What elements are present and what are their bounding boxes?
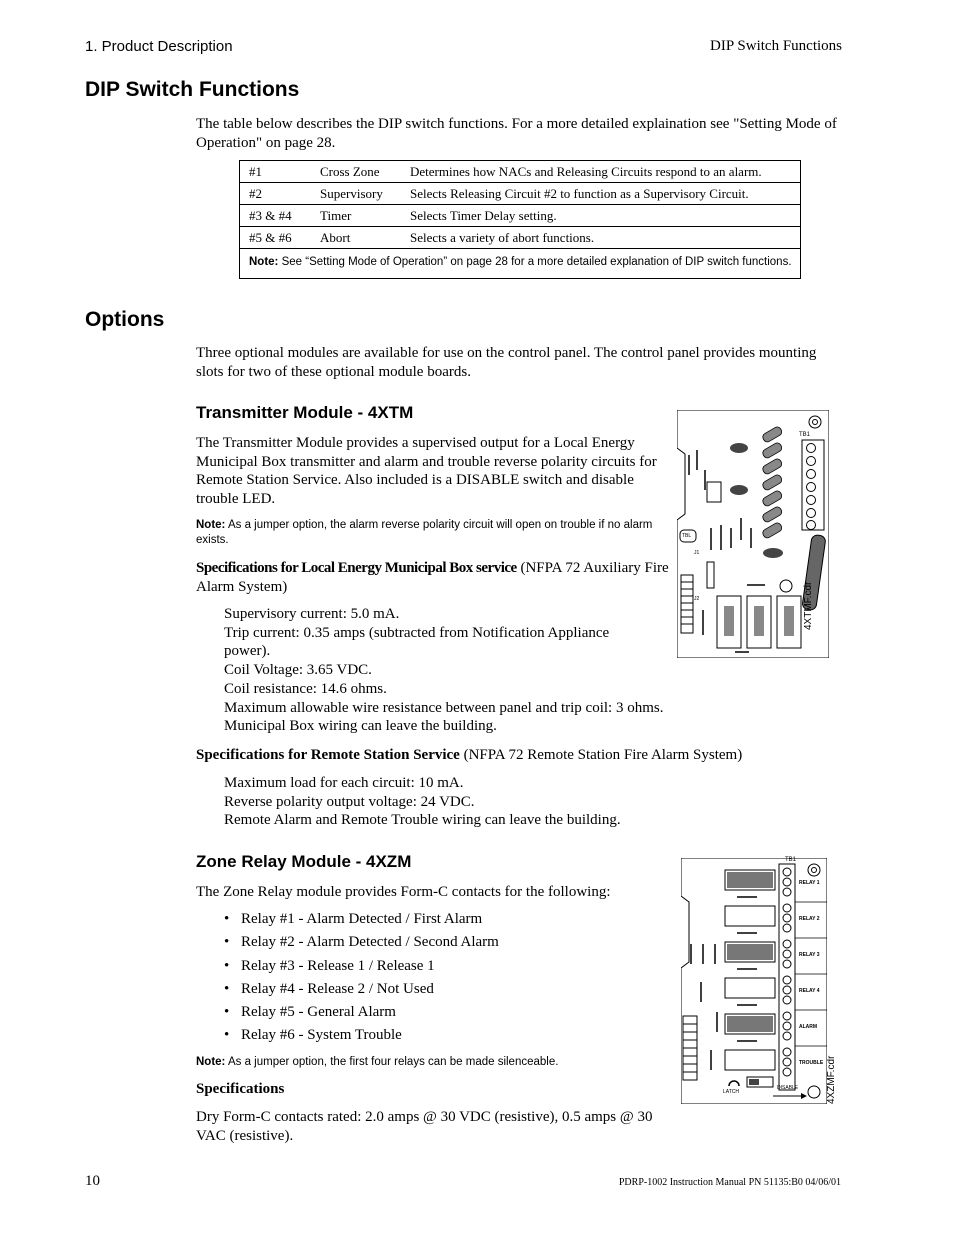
spec-remote-station-title: [196, 746, 836, 765]
dip-heading: DIP Switch Functions: [85, 78, 300, 101]
spec-remote-station-list: [224, 774, 724, 830]
dip-num: #1: [249, 163, 262, 179]
note-label: Note:: [249, 256, 279, 268]
list-item: Municipal Box wiring can leave the building.: [224, 718, 497, 735]
spec-local-energy-title: [196, 559, 676, 596]
dip-note: [240, 249, 800, 279]
dip-num: #3 & #4: [240, 205, 311, 227]
relay-shade: [784, 606, 794, 636]
tbl-label: TBL: [682, 533, 692, 539]
zone-relay-heading: Zone Relay Module - 4XZM: [196, 852, 412, 871]
relay-label: RELAY 2: [799, 916, 820, 922]
options-intro: Three optional modules are available for use on the control panel. The control panel provides mounting slots for two of these optional module boards.: [196, 345, 817, 380]
table-row: [240, 183, 800, 205]
tb1-label: TB1: [785, 857, 797, 863]
transmitter-note: [196, 518, 666, 548]
relay-label: TROUBLE: [799, 1060, 824, 1066]
j2-label: J2: [694, 596, 700, 602]
dip-name: Timer: [311, 205, 401, 227]
latch-label: LATCH: [723, 1089, 740, 1095]
note-text: See “Setting Mode of Operation” on page 28 for a more detailed explanation of DIP switch functions.: [278, 256, 792, 268]
list-item: Maximum allowable wire resistance between panel and trip coil: 3 ohms.: [224, 699, 664, 716]
dip-desc: Selects Timer Delay setting.: [401, 205, 800, 227]
dip-desc: Selects a variety of abort functions.: [401, 227, 800, 249]
zone-relay-spec-heading: [196, 1080, 284, 1099]
list-item: Coil resistance: 14.6 ohms.: [224, 680, 387, 697]
dip-num: #5 & #6: [240, 227, 311, 249]
dip-name: Supervisory: [311, 183, 401, 205]
options-heading: Options: [85, 308, 165, 331]
zone-relay-board-drawing: [681, 858, 827, 1104]
zone-relay-intro: The Zone Relay module provides Form-C contacts for the following:: [196, 884, 611, 900]
dip-name: Abort: [311, 227, 401, 249]
transmitter-figure-caption: 4XTMF.cdr: [803, 581, 814, 630]
header-section: 1. Product Description: [85, 38, 233, 55]
note-label: Note:: [196, 519, 226, 531]
list-item: power).: [224, 643, 271, 660]
relay-label: ALARM: [799, 1024, 818, 1030]
list-item: • Relay #3 - Release 1 / Release 1: [224, 955, 664, 978]
spec-local-energy-list: [224, 605, 694, 736]
relay-label: RELAY 4: [799, 988, 820, 994]
ic-chip: [707, 482, 721, 502]
relay-list: [224, 908, 664, 1048]
list-item: Maximum load for each circuit: 10 mA.: [224, 775, 464, 791]
dip-name: Cross Zone: [320, 163, 380, 179]
tb1-label: TB1: [799, 432, 811, 438]
list-item: • Relay #5 - General Alarm: [224, 1001, 664, 1024]
note-text: As a jumper option, the first four relays can be made silenceable.: [225, 1056, 559, 1068]
footer-doc-id: PDRP-1002 Instruction Manual PN 51135:B0 04/06/01: [618, 1177, 841, 1188]
dip-num: #2: [240, 183, 311, 205]
spec-rest: (NFPA 72 Remote Station Fire Alarm System): [459, 747, 743, 763]
spec-heading: Specifications: [196, 1081, 285, 1097]
list-item: Reverse polarity output voltage: 24 VDC.: [224, 793, 475, 810]
note-text: As a jumper option, the alarm reverse polarity circuit will open on trouble if no alarm exists.: [196, 519, 653, 546]
transmitter-heading: Transmitter Module - 4XTM: [196, 403, 414, 422]
list-item: • Relay #2 - Alarm Detected / Second Alarm: [224, 931, 664, 954]
zone-relay-spec-text: Dry Form-C contacts rated: 2.0 amps @ 30 VDC (resistive), 0.5 amps @ 30 VAC (resistive).: [196, 1109, 653, 1144]
relay-label: RELAY 3: [799, 952, 820, 958]
dip-desc: Determines how NACs and Releasing Circuits respond to an alarm.: [410, 163, 762, 179]
list-item: • Relay #4 - Release 2 / Not Used: [224, 978, 664, 1001]
relay-shade: [724, 606, 734, 636]
zone-relay-note: [196, 1055, 666, 1070]
list-item: Remote Alarm and Remote Trouble wiring can leave the building.: [224, 812, 621, 829]
spec-rest: (NFPA 72 Auxiliary Fire Alarm System): [196, 560, 669, 595]
page-number: 10: [85, 1173, 100, 1189]
table-row: [240, 161, 800, 183]
list-item: Supervisory current: 5.0 mA.: [224, 606, 400, 622]
list-item: • Relay #6 - System Trouble: [224, 1024, 664, 1047]
spec-bold: Specifications for Remote Station Service: [196, 747, 460, 763]
dip-desc: Selects Releasing Circuit #2 to function as a Supervisory Circuit.: [401, 183, 800, 205]
table-row: [240, 227, 800, 249]
zone-relay-figure-caption: 4XZMF.cdr: [826, 1055, 837, 1104]
header-title: DIP Switch Functions: [710, 38, 842, 54]
table-row: [240, 205, 800, 227]
relay-label: RELAY 1: [799, 880, 820, 886]
disable-label: DISABLE: [777, 1085, 799, 1091]
j1-label: J1: [694, 550, 700, 556]
list-item: • Relay #1 - Alarm Detected / First Alarm: [224, 908, 664, 931]
transmitter-body: The Transmitter Module provides a supervised output for a Local Energy Municipal Box transmitter and alarm and trouble reverse polarity circuits for Remote Station Service. Also included is a DISABLE switch and disable trouble LED.: [196, 435, 657, 507]
table-note-row: [240, 249, 800, 279]
spec-bold: Specifications for Local Energy Municipal Box service: [196, 560, 517, 576]
note-label: Note:: [196, 1056, 226, 1068]
dip-table: [239, 160, 801, 279]
relay-shade: [754, 606, 764, 636]
list-item: Coil Voltage: 3.65 VDC.: [224, 662, 372, 679]
disable-switch-knob: [749, 1079, 759, 1085]
list-item: Trip current: 0.35 amps (subtracted from Notification Appliance: [224, 624, 610, 641]
zone-relay-board-figure: [681, 858, 827, 1104]
dip-intro: The table below describes the DIP switch functions. For a more detailed explaination see "Setting Mode of Operation" on page 28.: [196, 116, 837, 151]
dip-switch: [707, 562, 714, 588]
